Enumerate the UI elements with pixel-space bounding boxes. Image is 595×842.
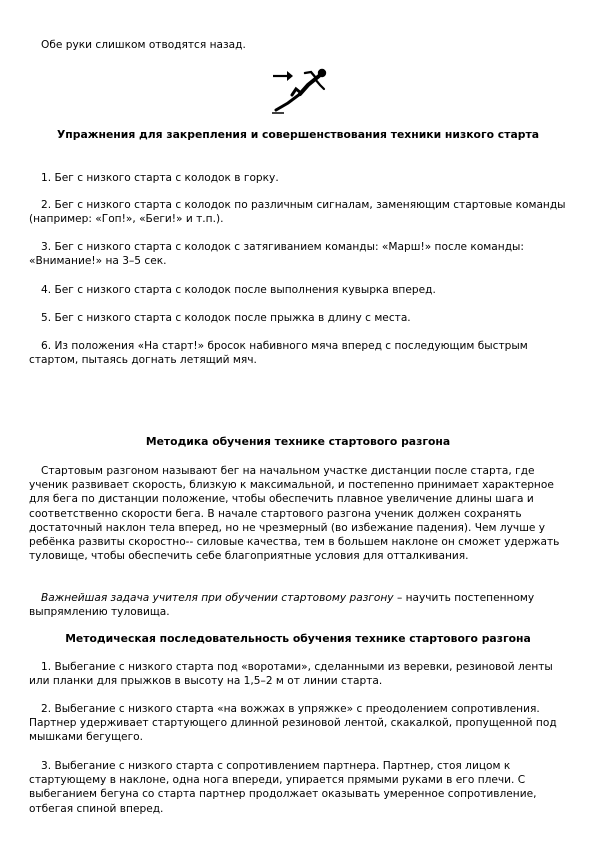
list-item: 6. Из положения «На старт!» бросок набивного мяча вперед с последующим быстрым стартом, пытаясь догнать летящий мяч.	[29, 340, 528, 367]
sprinter-start-figure-icon	[270, 67, 330, 115]
list-item: 3. Бег с низкого старта с колодок с затягиванием команды: «Марш!» после команды: «Внимание!» на 3–5 сек.	[29, 241, 524, 268]
list-item: 1. Бег с низкого старта с колодок в горку.	[41, 172, 279, 184]
section-title-acceleration-method: Методика обучения технике стартового разгона	[145, 435, 451, 448]
teacher-task-rest: – научить постепенному выпрямлению туловища.	[29, 592, 535, 619]
list-item: 5. Бег с низкого старта с колодок после прыжка в длину с места.	[41, 312, 411, 324]
list-item: 2. Бег с низкого старта с колодок по различным сигналам, заменяющим стартовые команды (например: «Гоп!», «Беги!» и т.п.).	[29, 199, 566, 226]
section-title-method-sequence: Методическая последовательность обучения технике стартового разгона	[65, 632, 531, 645]
body-paragraph: Стартовым разгоном называют бег на начальном участке дистанции после старта, где ученик развивает скорость, близкую к максимальной, и постепенно принимает характерное для бега по дистанции положение, чтобы обеспечить плавное увеличение длины шага и соответственно скорости бега. В начале стартового разгона ученик должен сохранять достаточный наклон тела вперед, но не чрезмерный (во избежание падения). Чем лучше у ребёнка развиты скоростно-- силовые качества, тем в большем наклоне он сможет удержать туловище, чтобы обеспечить себе благоприятные условия для отталкивания.	[29, 465, 560, 563]
teacher-task-paragraph	[29, 591, 567, 619]
list-item: 3. Выбегание с низкого старта с сопротивлением партнера. Партнер, стоя лицом к стартующему в наклоне, одна нога впереди, упирается прямыми руками в его плечи. С выбеганием бегуна со старта партнер продолжает оказывать умеренное сопротивление, отбегая спиной вперед.	[29, 760, 537, 815]
list-item: 4. Бег с низкого старта с колодок после выполнения кувырка вперед.	[41, 284, 436, 296]
list-item: 2. Выбегание с низкого старта «на вожжах в упряжке» с преодолением сопротивления. Партнер удерживает стартующего длинной резиновой лентой, скакалкой, пропущенной под мышками бегущего.	[29, 703, 557, 744]
section-title-exercises: Упражнения для закрепления и совершенствования техники низкого старта	[56, 128, 540, 141]
teacher-task-emphasis: Важнейшая задача учителя при обучении стартовому разгону	[41, 592, 394, 604]
list-item: 1. Выбегание с низкого старта под «воротами», сделанными из веревки, резиновой ленты или планки для прыжков в высоту на 1,5–2 м от линии старта.	[29, 661, 553, 688]
intro-line: Обе руки слишком отводятся назад.	[41, 39, 246, 51]
